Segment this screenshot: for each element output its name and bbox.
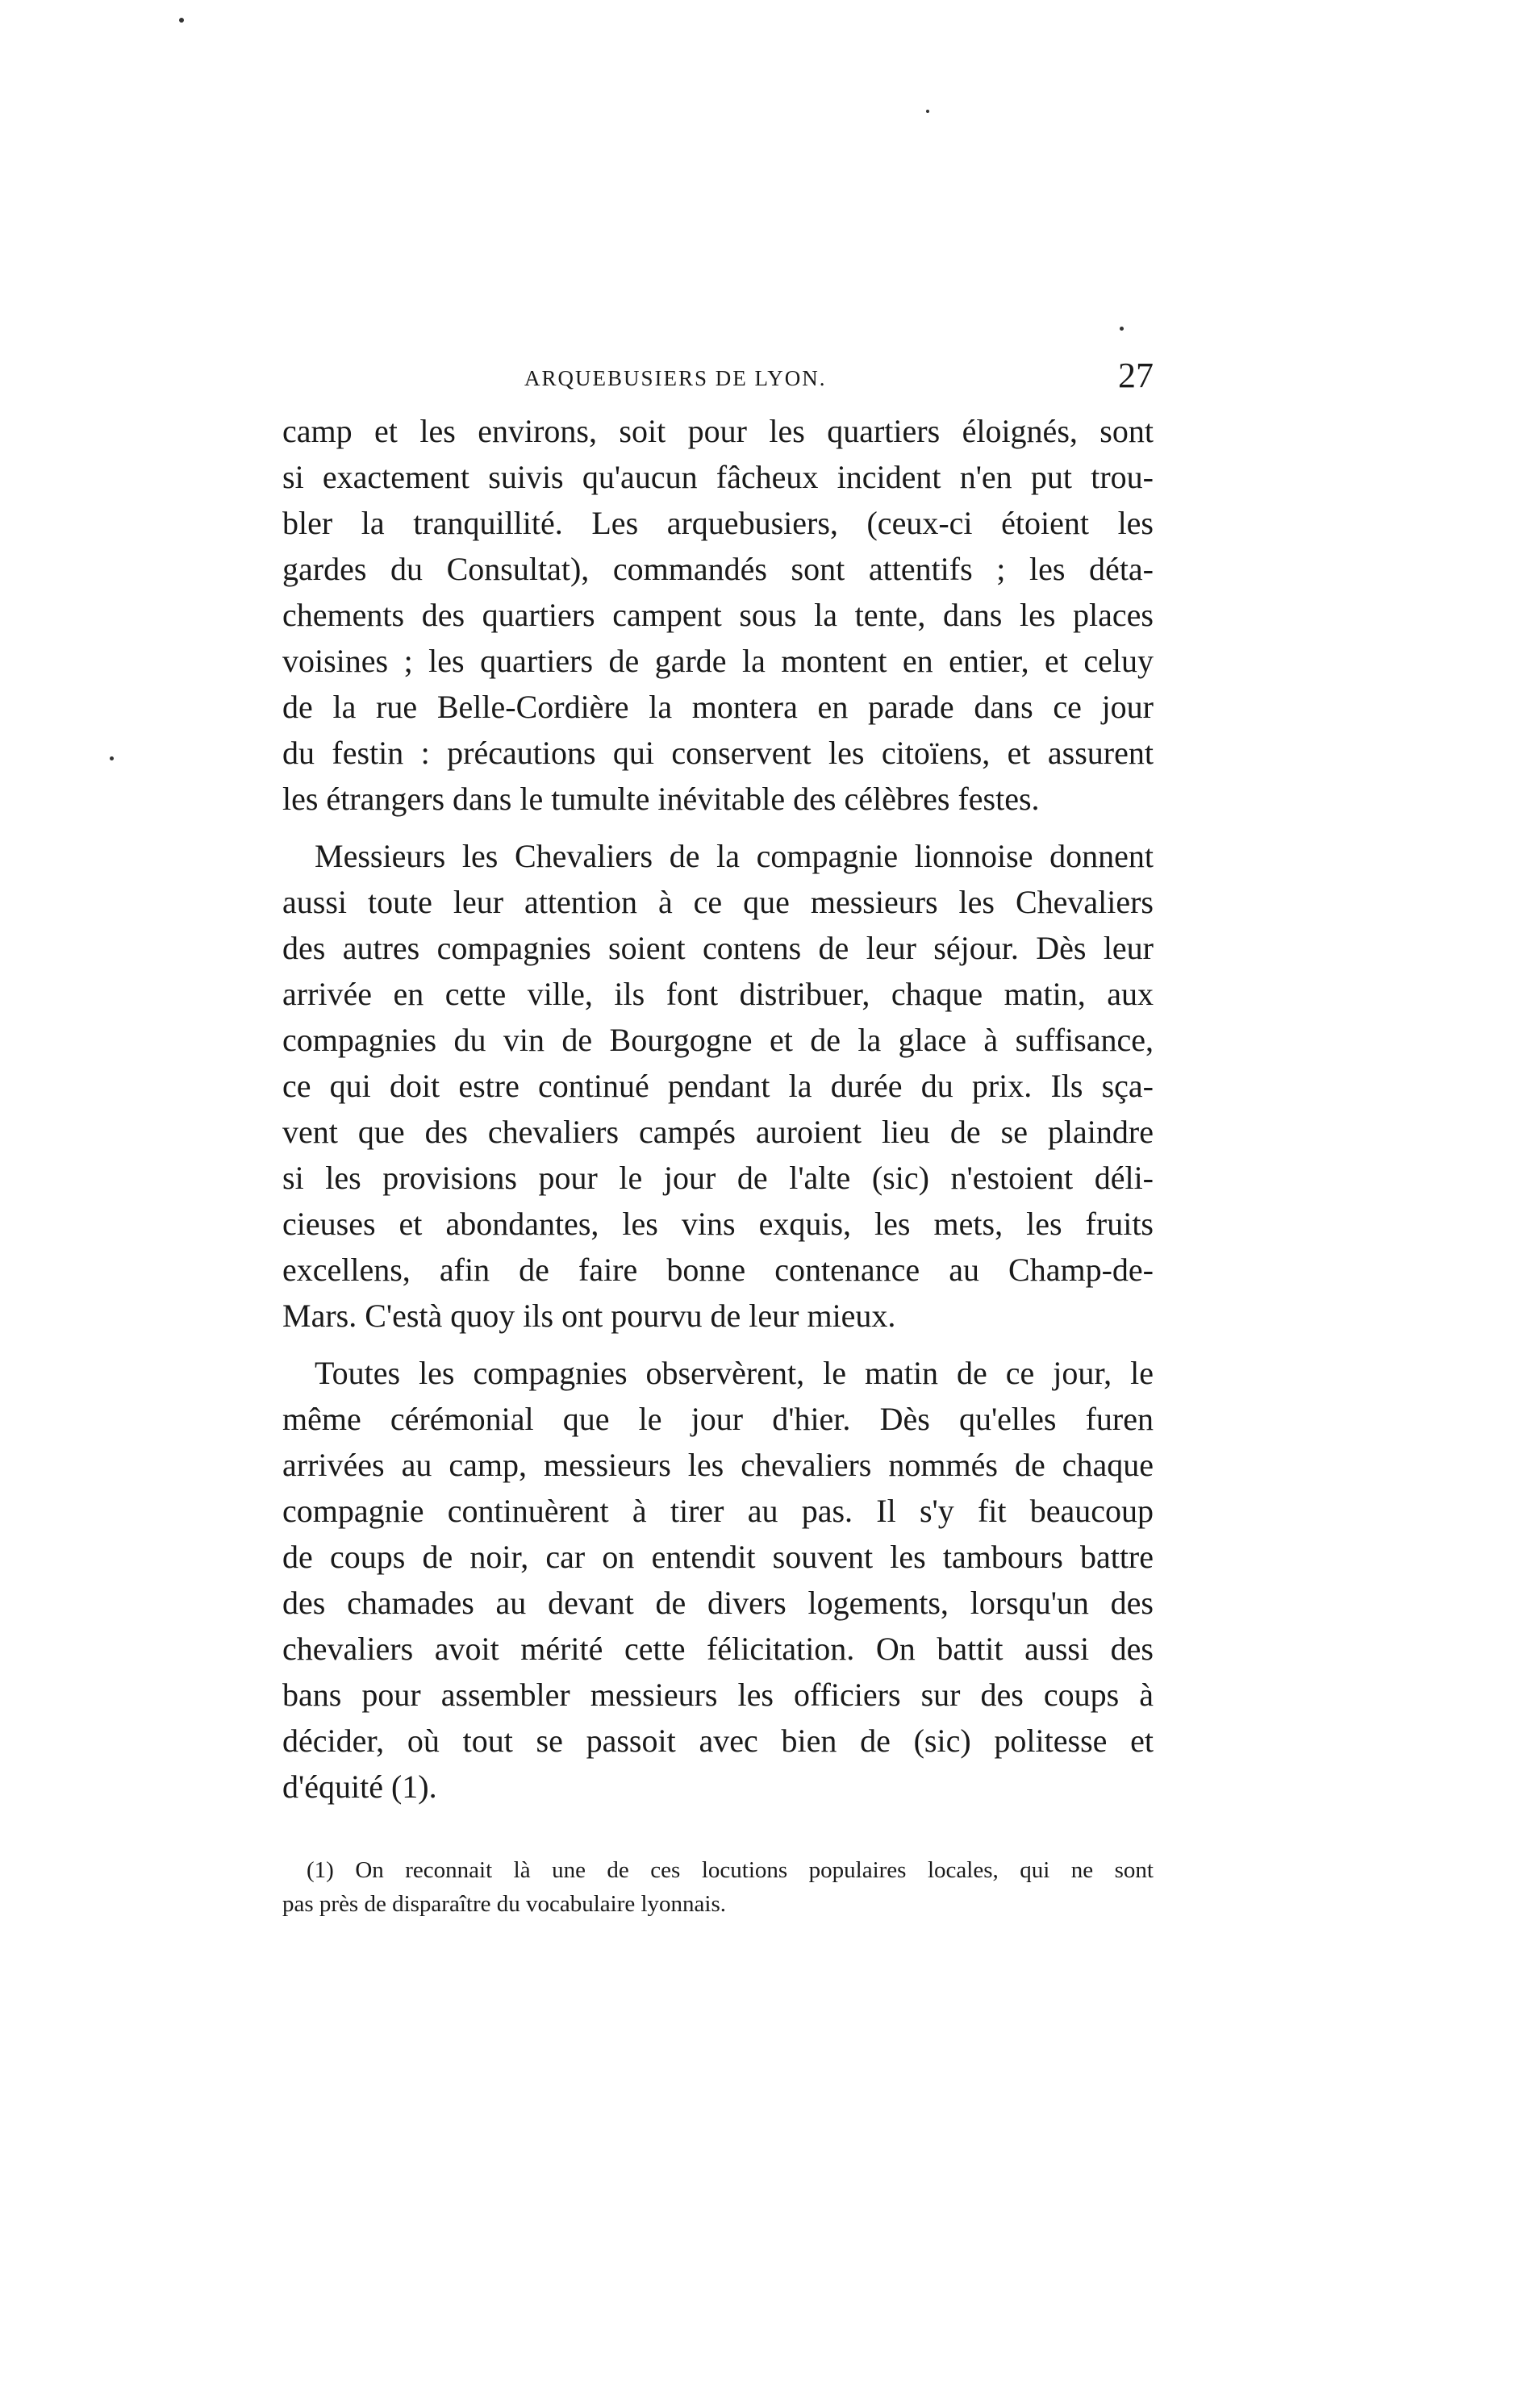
text-line: voisines ; les quartiers de garde la montent en entier, et celuy: [282, 643, 1154, 679]
paragraph: [282, 833, 1154, 1339]
text-line: arrivées au camp, messieurs les chevaliers nommés de chaque: [282, 1447, 1154, 1483]
scan-speck: [179, 18, 184, 23]
body-text: [282, 408, 1154, 1821]
text-line: Messieurs les Chevaliers de la compagnie lionnoise donnent: [315, 838, 1154, 874]
text-line: bans pour assembler messieurs les officiers sur des coups à: [282, 1677, 1154, 1713]
text-line: camp et les environs, soit pour les quartiers éloignés, sont: [282, 413, 1154, 449]
text-line: compagnie continuèrent à tirer au pas. Il s'y fit beaucoup: [282, 1493, 1154, 1529]
footnote-line: (1) On reconnait là une de ces locutions populaires locales, qui ne sont: [307, 1857, 1154, 1883]
running-title: ARQUEBUSIERS DE LYON.: [524, 366, 827, 390]
text-line: excellens, afin de faire bonne contenance au Champ-de-: [282, 1252, 1154, 1288]
page-header: [282, 355, 1154, 403]
scan-speck: [1120, 327, 1124, 331]
text-line: chements des quartiers campent sous la tente, dans les places: [282, 597, 1154, 633]
paragraph: [282, 408, 1154, 822]
text-line: gardes du Consultat), commandés sont attentifs ; les déta-: [282, 551, 1154, 587]
text-line: les étrangers dans le tumulte inévitable des célèbres festes.: [282, 781, 1040, 817]
footnote: [282, 1853, 1154, 1921]
scan-speck: [926, 110, 929, 113]
text-line: de la rue Belle-Cordière la montera en parade dans ce jour: [282, 689, 1154, 725]
footnote-line: pas près de disparaître du vocabulaire lyonnais.: [282, 1891, 727, 1917]
text-line: même cérémonial que le jour d'hier. Dès qu'elles furen: [282, 1401, 1154, 1437]
text-line: ce qui doit estre continué pendant la durée du prix. Ils sça-: [282, 1068, 1154, 1104]
text-line: du festin : précautions qui conservent les citoïens, et assurent: [282, 735, 1154, 771]
scan-speck: [110, 756, 114, 760]
text-line: si les provisions pour le jour de l'alte (sic) n'estoient déli-: [282, 1160, 1154, 1196]
text-line: arrivée en cette ville, ils font distribuer, chaque matin, aux: [282, 976, 1154, 1012]
text-line: si exactement suivis qu'aucun fâcheux incident n'en put trou-: [282, 459, 1154, 495]
text-line: cieuses et abondantes, les vins exquis, les mets, les fruits: [282, 1206, 1154, 1242]
text-line: décider, où tout se passoit avec bien de (sic) politesse et: [282, 1723, 1154, 1759]
text-line: d'équité (1).: [282, 1769, 437, 1805]
text-line: compagnies du vin de Bourgogne et de la glace à suffisance,: [282, 1022, 1154, 1058]
text-line: bler la tranquillité. Les arquebusiers, (ceux-ci étoient les: [282, 505, 1154, 541]
page-number: 27: [1118, 356, 1154, 395]
text-line: des autres compagnies soient contens de leur séjour. Dès leur: [282, 930, 1154, 966]
text-line: vent que des chevaliers campés auroient lieu de se plaindre: [282, 1114, 1154, 1150]
text-line: Mars. C'està quoy ils ont pourvu de leur mieux.: [282, 1298, 896, 1334]
text-line: de coups de noir, car on entendit souvent les tambours battre: [282, 1539, 1154, 1575]
text-line: Toutes les compagnies observèrent, le matin de ce jour, le: [315, 1355, 1154, 1391]
text-line: aussi toute leur attention à ce que messieurs les Chevaliers: [282, 884, 1154, 920]
paragraph: [282, 1350, 1154, 1810]
text-line: des chamades au devant de divers logements, lorsqu'un des: [282, 1585, 1154, 1621]
text-line: chevaliers avoit mérité cette félicitation. On battit aussi des: [282, 1631, 1154, 1667]
